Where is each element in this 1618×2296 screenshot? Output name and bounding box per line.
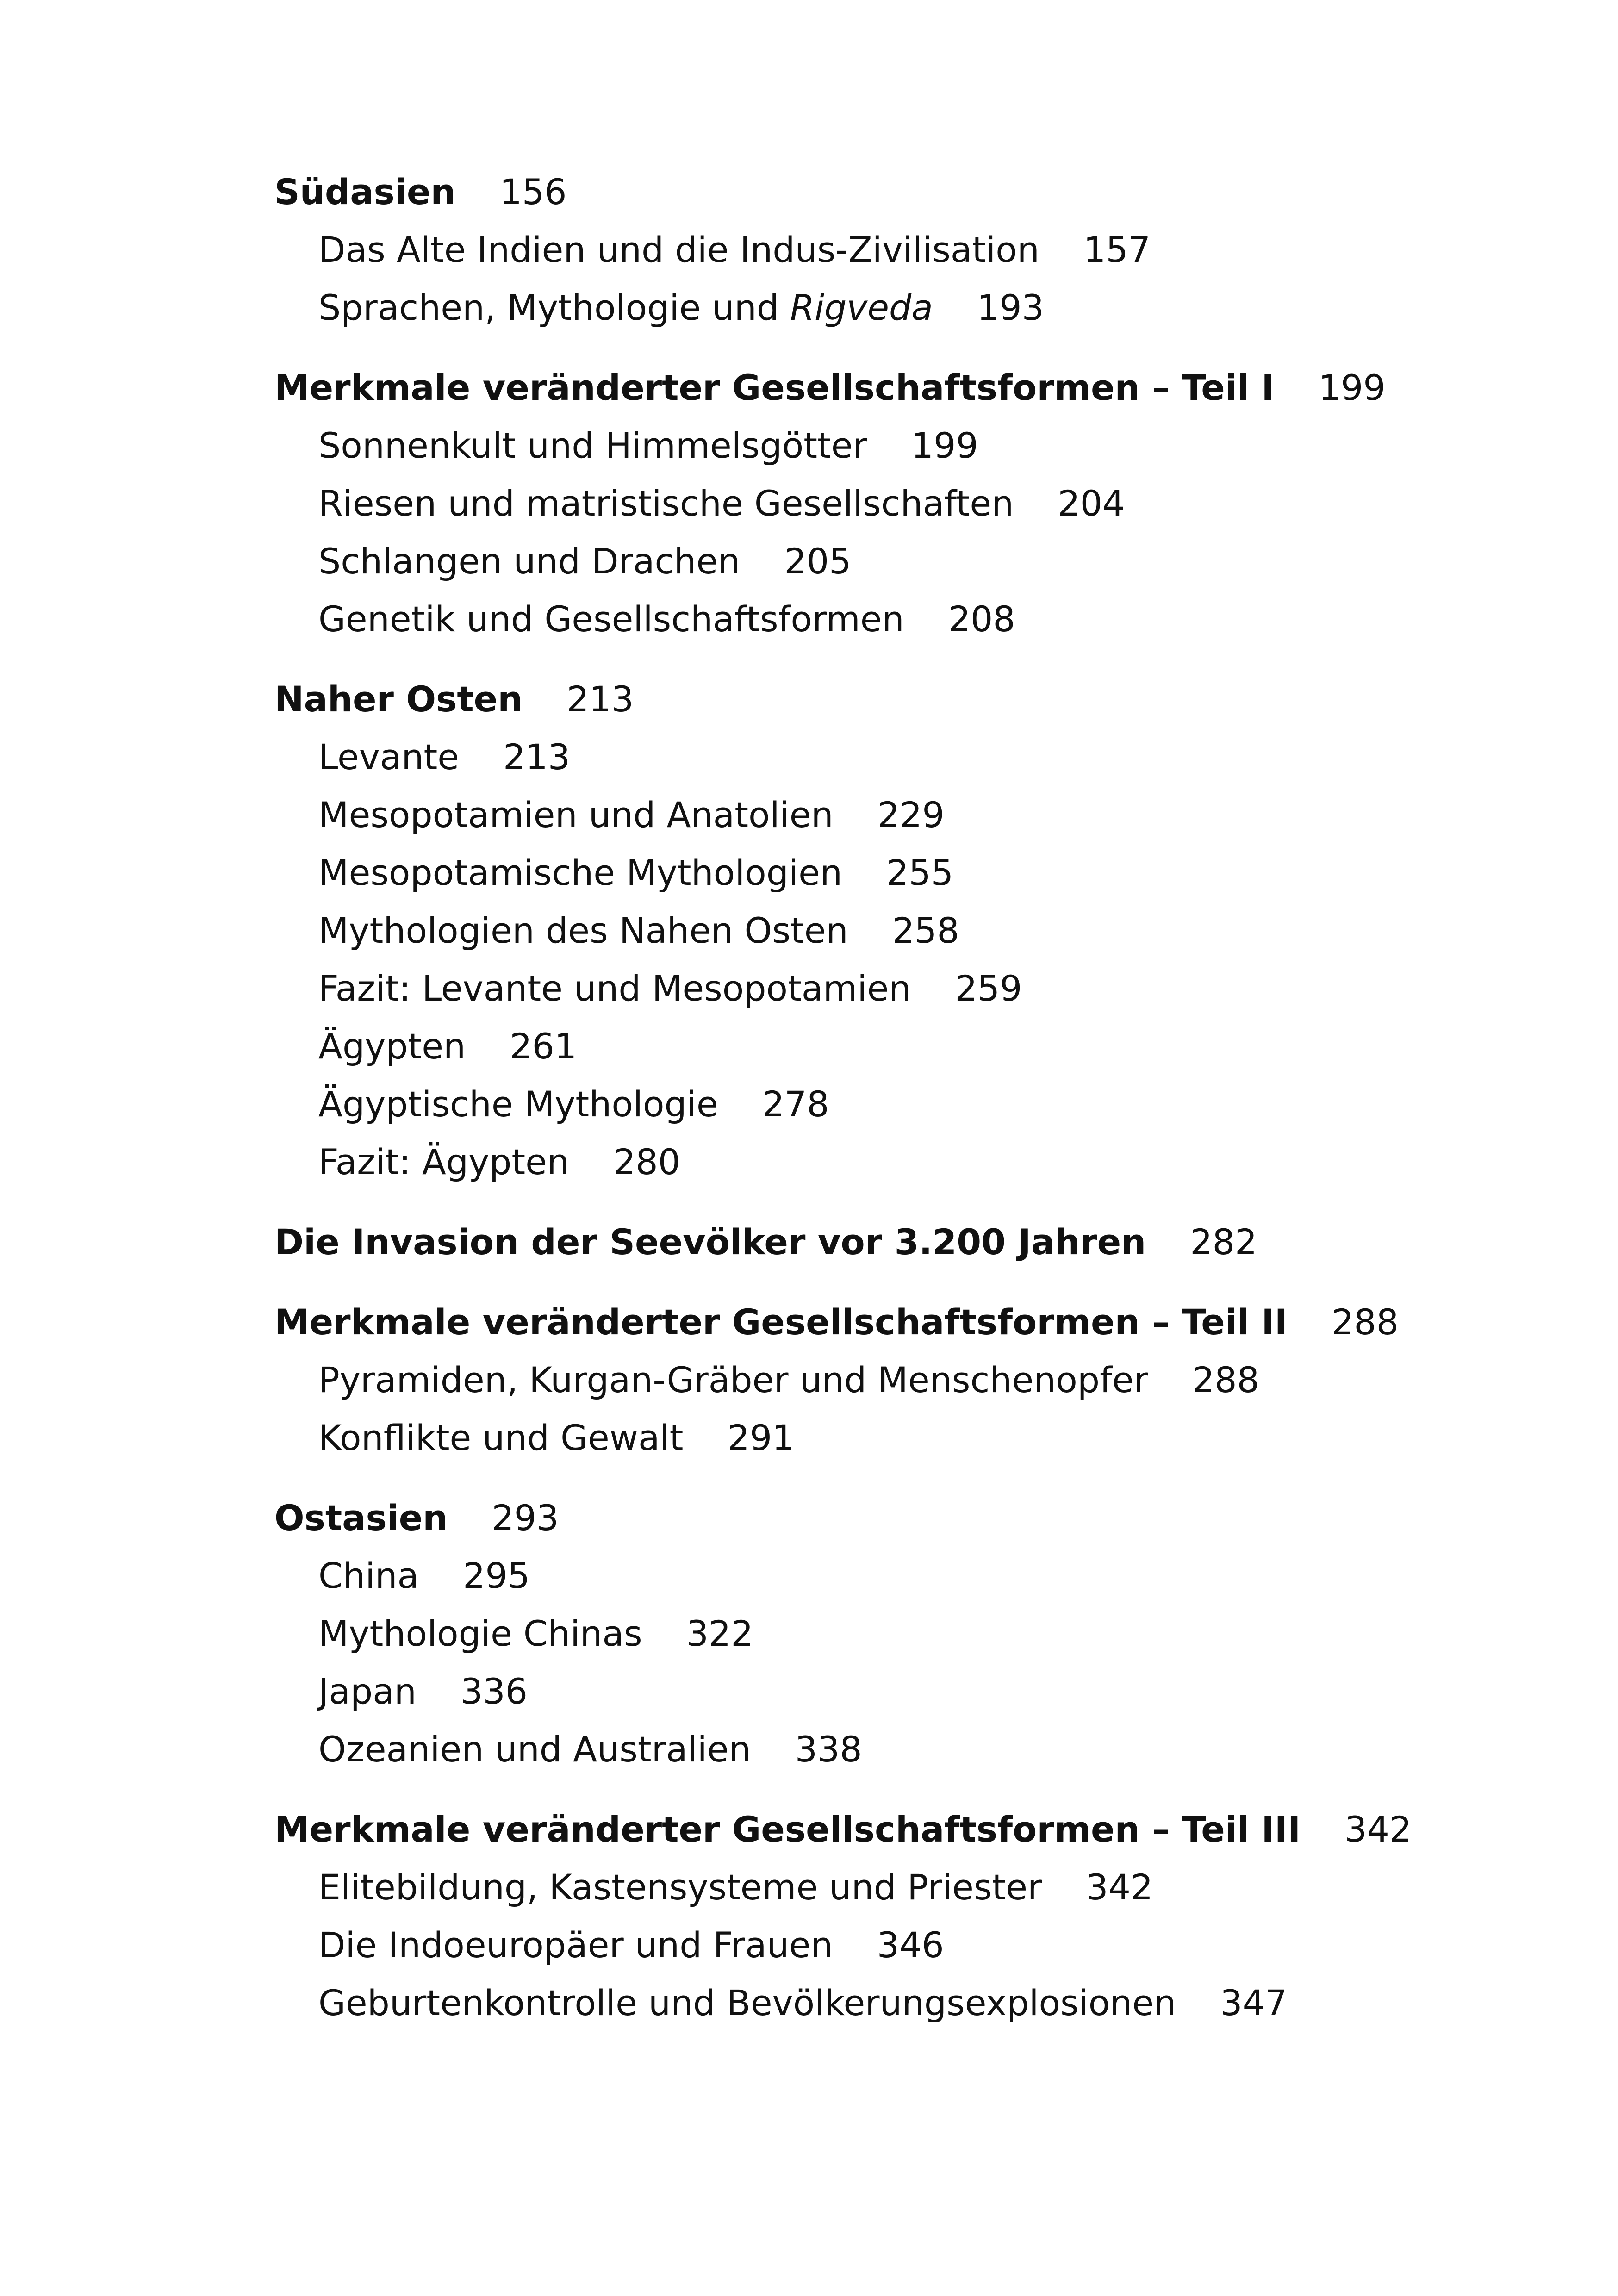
entry-page-number: 193	[977, 287, 1044, 328]
entry-page-number: 336	[460, 1671, 528, 1712]
entry-title: Mythologie Chinas	[318, 1613, 642, 1654]
toc-entry[interactable]	[274, 1017, 1478, 1075]
entry-title: Die Indoeuropäer und Frauen	[318, 1924, 833, 1966]
toc-entry[interactable]	[274, 532, 1478, 590]
toc-entry[interactable]	[274, 1409, 1478, 1467]
toc-section-heading[interactable]	[274, 1489, 1478, 1547]
entry-page-number: 255	[886, 852, 954, 893]
toc-entry[interactable]	[274, 590, 1478, 648]
toc-entry[interactable]	[274, 728, 1478, 786]
toc-section-heading[interactable]	[274, 1800, 1478, 1858]
entry-title: Ägypten	[318, 1026, 466, 1067]
entry-title: Fazit: Ägypten	[318, 1141, 570, 1182]
section-title: Ostasien	[274, 1497, 448, 1538]
entry-page-number: 205	[784, 541, 852, 582]
toc-section	[274, 1489, 1478, 1778]
section-title: Merkmale veränderter Gesellschaftsformen – Teil I	[274, 367, 1275, 408]
toc-section-heading[interactable]	[274, 670, 1478, 728]
entry-title: Das Alte Indien und die Indus-Zivilisation	[318, 229, 1039, 270]
section-title: Merkmale veränderter Gesellschaftsformen – Teil III	[274, 1809, 1301, 1850]
section-page-number: 213	[566, 678, 634, 720]
entry-page-number: 157	[1083, 229, 1151, 270]
section-title: Naher Osten	[274, 678, 523, 720]
entry-title-italic: Rigveda	[790, 287, 933, 328]
toc-section	[274, 670, 1478, 1191]
toc-entry[interactable]	[274, 1605, 1478, 1662]
section-page-number: 342	[1344, 1809, 1412, 1850]
toc-entry[interactable]	[274, 279, 1478, 336]
entry-page-number: 280	[613, 1141, 681, 1182]
entry-title: Genetik und Gesellschaftsformen	[318, 598, 904, 640]
entry-page-number: 295	[463, 1555, 530, 1596]
table-of-contents	[274, 163, 1478, 2054]
entry-title: Sonnenkult und Himmelsgötter	[318, 425, 867, 466]
entry-title: China	[318, 1555, 419, 1596]
toc-entry[interactable]	[274, 844, 1478, 902]
section-page-number: 156	[499, 171, 567, 212]
entry-page-number: 199	[911, 425, 978, 466]
entry-title: Elitebildung, Kastensysteme und Priester	[318, 1867, 1042, 1908]
toc-entry[interactable]	[274, 1547, 1478, 1605]
toc-section-heading[interactable]	[274, 359, 1478, 417]
entry-title: Geburtenkontrolle und Bevölkerungsexplosionen	[318, 1982, 1176, 2023]
entry-page-number: 213	[503, 736, 571, 778]
toc-entry[interactable]	[274, 902, 1478, 959]
toc-section-heading[interactable]	[274, 163, 1478, 221]
toc-section	[274, 1293, 1478, 1467]
toc-entry[interactable]	[274, 1916, 1478, 1974]
toc-entry[interactable]	[274, 221, 1478, 279]
entry-title: Japan	[318, 1671, 417, 1712]
entry-title: Sprachen, Mythologie und	[318, 287, 790, 328]
toc-entry[interactable]	[274, 959, 1478, 1017]
entry-title: Mesopotamien und Anatolien	[318, 794, 834, 835]
toc-entry[interactable]	[274, 1974, 1478, 2032]
entry-title: Ozeanien und Australien	[318, 1729, 751, 1770]
entry-title: Konflikte und Gewalt	[318, 1417, 684, 1458]
entry-page-number: 258	[892, 910, 959, 951]
entry-page-number: 278	[762, 1083, 829, 1125]
entry-page-number: 204	[1058, 483, 1125, 524]
section-title: Südasien	[274, 171, 456, 212]
entry-title: Ägyptische Mythologie	[318, 1083, 718, 1125]
toc-entry[interactable]	[274, 1075, 1478, 1133]
toc-entry[interactable]	[274, 417, 1478, 474]
section-title: Die Invasion der Seevölker vor 3.200 Jahren	[274, 1221, 1146, 1263]
entry-page-number: 322	[686, 1613, 753, 1654]
entry-page-number: 338	[795, 1729, 862, 1770]
entry-title: Pyramiden, Kurgan-Gräber und Menschenopfer	[318, 1359, 1148, 1400]
toc-section-heading[interactable]	[274, 1293, 1478, 1351]
section-page-number: 293	[492, 1497, 559, 1538]
entry-page-number: 291	[727, 1417, 795, 1458]
section-page-number: 288	[1331, 1301, 1399, 1343]
toc-section	[274, 359, 1478, 648]
section-title: Merkmale veränderter Gesellschaftsformen – Teil II	[274, 1301, 1288, 1343]
entry-page-number: 347	[1220, 1982, 1288, 2023]
entry-page-number: 229	[877, 794, 945, 835]
entry-page-number: 288	[1192, 1359, 1259, 1400]
entry-title: Levante	[318, 736, 460, 778]
toc-section	[274, 163, 1478, 336]
section-page-number: 282	[1190, 1221, 1257, 1263]
toc-section-heading[interactable]	[274, 1213, 1478, 1271]
entry-title: Schlangen und Drachen	[318, 541, 741, 582]
entry-page-number: 208	[948, 598, 1015, 640]
toc-entry[interactable]	[274, 1662, 1478, 1720]
entry-title: Mesopotamische Mythologien	[318, 852, 843, 893]
entry-page-number: 261	[510, 1026, 577, 1067]
toc-section	[274, 1213, 1478, 1271]
toc-entry[interactable]	[274, 1351, 1478, 1409]
toc-entry[interactable]	[274, 786, 1478, 844]
entry-title: Mythologien des Nahen Osten	[318, 910, 848, 951]
toc-entry[interactable]	[274, 1720, 1478, 1778]
section-page-number: 199	[1318, 367, 1386, 408]
toc-entry[interactable]	[274, 1858, 1478, 1916]
entry-page-number: 346	[877, 1924, 944, 1966]
entry-page-number: 342	[1086, 1867, 1153, 1908]
entry-title: Riesen und matristische Gesellschaften	[318, 483, 1014, 524]
toc-entry[interactable]	[274, 474, 1478, 532]
toc-section	[274, 1800, 1478, 2032]
entry-title: Fazit: Levante und Mesopotamien	[318, 968, 911, 1009]
entry-page-number: 259	[955, 968, 1022, 1009]
toc-entry[interactable]	[274, 1133, 1478, 1191]
